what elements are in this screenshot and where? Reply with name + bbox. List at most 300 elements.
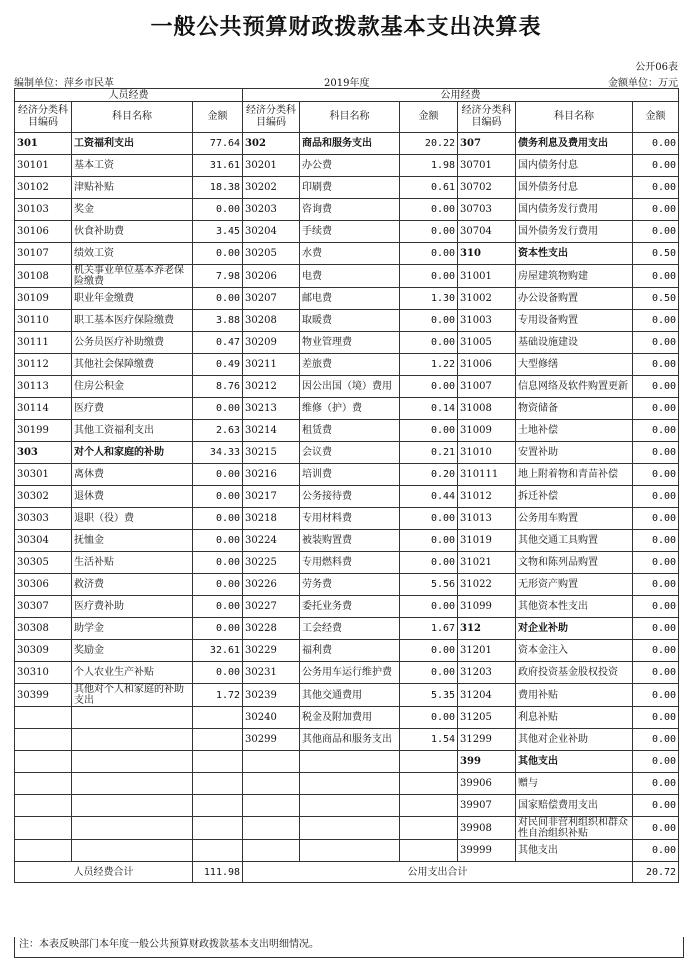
cell-name: 咨询费	[300, 199, 400, 221]
cell-code: 31001	[458, 265, 516, 288]
cell-name: 公务员医疗补助缴费	[72, 332, 193, 354]
table-row	[15, 376, 679, 398]
cell-name: 其他支出	[516, 840, 633, 862]
cell-name: 工会经费	[300, 618, 400, 640]
cell-code: 30704	[458, 221, 516, 243]
cell-amount	[400, 795, 458, 817]
cell-amount: 0.00	[633, 707, 679, 729]
cell-name: 公务接待费	[300, 486, 400, 508]
cell-code: 310111	[458, 464, 516, 486]
cell-name: 公务用车购置	[516, 508, 633, 530]
cell-amount: 3.45	[193, 221, 243, 243]
cell-code: 30308	[15, 618, 72, 640]
report-meta	[14, 74, 678, 88]
table-row	[15, 795, 679, 817]
cell-code: 301	[15, 133, 72, 155]
cell-code: 31013	[458, 508, 516, 530]
cell-name: 办公设备购置	[516, 288, 633, 310]
unit-label: 编制单位：萍乡市民革	[14, 78, 114, 89]
cell-name: 医疗费	[72, 398, 193, 420]
cell-name: 物业管理费	[300, 332, 400, 354]
table-row	[15, 332, 679, 354]
cell-amount: 1.22	[400, 354, 458, 376]
cell-amount: 0.50	[633, 288, 679, 310]
cell-amount: 0.00	[193, 486, 243, 508]
cell-amount: 0.49	[193, 354, 243, 376]
header-amount: 金额	[633, 102, 679, 133]
cell-amount: 0.47	[193, 332, 243, 354]
cell-amount: 0.00	[633, 684, 679, 707]
cell-name: 其他商品和服务支出	[300, 729, 400, 751]
cell-amount: 2.63	[193, 420, 243, 442]
page-title: 一般公共预算财政拨款基本支出决算表	[150, 14, 542, 40]
cell-name: 培训费	[300, 464, 400, 486]
cell-amount	[193, 840, 243, 862]
cell-name	[300, 795, 400, 817]
cell-code: 30109	[15, 288, 72, 310]
cell-name: 国内债务发行费用	[516, 199, 633, 221]
cell-name: 生活补贴	[72, 552, 193, 574]
cell-code: 30203	[243, 199, 300, 221]
cell-code: 31019	[458, 530, 516, 552]
cell-code: 310	[458, 243, 516, 265]
cell-amount: 0.00	[633, 773, 679, 795]
cell-code: 303	[15, 442, 72, 464]
cell-amount: 0.00	[400, 420, 458, 442]
cell-amount: 0.00	[193, 596, 243, 618]
cell-code: 30305	[15, 552, 72, 574]
cell-amount: 0.00	[633, 840, 679, 862]
cell-code: 30114	[15, 398, 72, 420]
cell-code: 31010	[458, 442, 516, 464]
table-row	[15, 773, 679, 795]
cell-amount: 0.00	[633, 464, 679, 486]
cell-name: 安置补助	[516, 442, 633, 464]
cell-code: 39908	[458, 817, 516, 840]
table-row	[15, 310, 679, 332]
cell-code: 30213	[243, 398, 300, 420]
cell-name: 伙食补助费	[72, 221, 193, 243]
cell-name: 奖金	[72, 199, 193, 221]
cell-name: 公务用车运行维护费	[300, 662, 400, 684]
cell-code	[15, 817, 72, 840]
header-amount: 金额	[400, 102, 458, 133]
cell-amount: 0.00	[400, 640, 458, 662]
cell-name: 专用材料费	[300, 508, 400, 530]
cell-amount	[193, 707, 243, 729]
group-personnel: 人员经费	[15, 89, 243, 102]
cell-amount: 7.98	[193, 265, 243, 288]
cell-code: 30224	[243, 530, 300, 552]
header-code: 经济分类科目编码	[458, 102, 516, 133]
cell-amount: 0.00	[400, 332, 458, 354]
cell-amount: 0.00	[400, 596, 458, 618]
cell-code: 31003	[458, 310, 516, 332]
cell-code	[15, 707, 72, 729]
cell-name	[72, 707, 193, 729]
cell-amount: 0.00	[400, 199, 458, 221]
cell-name: 其他工资福利支出	[72, 420, 193, 442]
cell-amount: 32.61	[193, 640, 243, 662]
table-row	[15, 243, 679, 265]
cell-code: 30218	[243, 508, 300, 530]
cell-name: 抚恤金	[72, 530, 193, 552]
cell-name: 其他资本性支出	[516, 596, 633, 618]
cell-amount: 0.00	[400, 310, 458, 332]
cell-name	[300, 773, 400, 795]
cell-name: 退职（役）费	[72, 508, 193, 530]
table-row	[15, 618, 679, 640]
cell-amount: 1.72	[193, 684, 243, 707]
cell-code: 30303	[15, 508, 72, 530]
cell-code: 30201	[243, 155, 300, 177]
cell-code: 30227	[243, 596, 300, 618]
amount-unit: 金额单位：万元	[608, 78, 678, 89]
report-year: 2019年度	[324, 78, 370, 89]
cell-code: 30307	[15, 596, 72, 618]
cell-amount	[193, 751, 243, 773]
cell-amount: 0.00	[193, 398, 243, 420]
cell-name: 因公出国（境）费用	[300, 376, 400, 398]
cell-amount: 0.00	[400, 707, 458, 729]
cell-name: 助学金	[72, 618, 193, 640]
cell-amount: 0.00	[193, 288, 243, 310]
table-row	[15, 398, 679, 420]
cell-code	[15, 795, 72, 817]
cell-name: 水费	[300, 243, 400, 265]
cell-code: 30225	[243, 552, 300, 574]
cell-code: 30206	[243, 265, 300, 288]
cell-amount: 0.00	[193, 574, 243, 596]
table-row	[15, 464, 679, 486]
cell-name: 电费	[300, 265, 400, 288]
cell-code	[243, 795, 300, 817]
cell-amount: 0.00	[193, 508, 243, 530]
cell-code: 39999	[458, 840, 516, 862]
cell-amount: 0.00	[633, 795, 679, 817]
cell-amount: 0.00	[193, 199, 243, 221]
cell-name: 税金及附加费用	[300, 707, 400, 729]
cell-name: 委托业务费	[300, 596, 400, 618]
cell-amount: 1.54	[400, 729, 458, 751]
cell-code: 307	[458, 133, 516, 155]
cell-name	[72, 840, 193, 862]
cell-name: 国内债务付息	[516, 155, 633, 177]
public-total-label: 公用支出合计	[243, 862, 633, 883]
cell-code	[243, 840, 300, 862]
personnel-total-label: 人员经费合计	[15, 862, 193, 883]
cell-name	[300, 751, 400, 773]
cell-code: 30207	[243, 288, 300, 310]
cell-amount: 0.00	[400, 662, 458, 684]
cell-name	[72, 795, 193, 817]
cell-amount	[193, 773, 243, 795]
cell-amount: 0.00	[400, 530, 458, 552]
cell-name: 商品和服务支出	[300, 133, 400, 155]
cell-code: 30202	[243, 177, 300, 199]
header-code: 经济分类科目编码	[243, 102, 300, 133]
table-row	[15, 177, 679, 199]
cell-amount: 0.44	[400, 486, 458, 508]
cell-name	[300, 840, 400, 862]
table-row	[15, 420, 679, 442]
cell-amount: 0.00	[193, 552, 243, 574]
cell-name: 办公费	[300, 155, 400, 177]
cell-amount: 0.00	[633, 398, 679, 420]
cell-amount: 0.00	[633, 177, 679, 199]
header-name: 科目名称	[300, 102, 400, 133]
cell-code: 30703	[458, 199, 516, 221]
cell-code: 30231	[243, 662, 300, 684]
cell-amount: 34.33	[193, 442, 243, 464]
cell-code: 30211	[243, 354, 300, 376]
cell-code: 30301	[15, 464, 72, 486]
cell-amount: 8.76	[193, 376, 243, 398]
cell-name: 工资福利支出	[72, 133, 193, 155]
cell-name: 退休费	[72, 486, 193, 508]
cell-code: 30106	[15, 221, 72, 243]
cell-amount: 0.14	[400, 398, 458, 420]
cell-name: 救济费	[72, 574, 193, 596]
cell-code: 31204	[458, 684, 516, 707]
expenditure-table	[14, 88, 679, 883]
cell-code: 30226	[243, 574, 300, 596]
cell-code: 30309	[15, 640, 72, 662]
footnote: 注：本表反映部门本年度一般公共预算财政拨款基本支出明细情况。	[14, 937, 684, 958]
cell-name: 劳务费	[300, 574, 400, 596]
group-header-row	[15, 89, 679, 102]
cell-code: 31002	[458, 288, 516, 310]
cell-code: 30214	[243, 420, 300, 442]
cell-amount: 0.00	[400, 552, 458, 574]
cell-name	[72, 773, 193, 795]
header-code: 经济分类科目编码	[15, 102, 72, 133]
cell-code: 30702	[458, 177, 516, 199]
table-row	[15, 552, 679, 574]
cell-amount: 0.00	[633, 751, 679, 773]
cell-code: 31022	[458, 574, 516, 596]
table-row	[15, 221, 679, 243]
table-row	[15, 530, 679, 552]
cell-code: 39907	[458, 795, 516, 817]
table-row	[15, 155, 679, 177]
cell-name: 医疗费补助	[72, 596, 193, 618]
table-row	[15, 265, 679, 288]
cell-name: 个人农业生产补贴	[72, 662, 193, 684]
cell-name: 离休费	[72, 464, 193, 486]
cell-name: 福利费	[300, 640, 400, 662]
cell-code: 31012	[458, 486, 516, 508]
public-total-amount: 20.72	[633, 862, 679, 883]
cell-code: 30208	[243, 310, 300, 332]
table-row	[15, 288, 679, 310]
cell-name: 维修（护）费	[300, 398, 400, 420]
cell-name: 无形资产购置	[516, 574, 633, 596]
cell-name: 拆迁补偿	[516, 486, 633, 508]
column-header-row	[15, 102, 679, 133]
cell-name: 对民间非营利组织和群众性自治组织补贴	[516, 817, 633, 840]
cell-code: 30217	[243, 486, 300, 508]
table-row	[15, 751, 679, 773]
personnel-total-amount: 111.98	[193, 862, 243, 883]
header-amount: 金额	[193, 102, 243, 133]
cell-name: 土地补偿	[516, 420, 633, 442]
cell-amount: 0.50	[633, 243, 679, 265]
cell-amount: 1.67	[400, 618, 458, 640]
cell-amount	[400, 817, 458, 840]
cell-name: 国外债务付息	[516, 177, 633, 199]
cell-name: 政府投资基金股权投资	[516, 662, 633, 684]
cell-name: 对企业补助	[516, 618, 633, 640]
form-code: 公开06表	[635, 62, 678, 73]
cell-name: 其他交通工具购置	[516, 530, 633, 552]
cell-amount: 3.88	[193, 310, 243, 332]
cell-amount: 0.00	[193, 662, 243, 684]
cell-code: 30228	[243, 618, 300, 640]
cell-amount: 0.00	[400, 265, 458, 288]
cell-name	[72, 817, 193, 840]
cell-amount: 0.00	[193, 618, 243, 640]
cell-name: 资本性支出	[516, 243, 633, 265]
cell-amount: 5.35	[400, 684, 458, 707]
table-row	[15, 729, 679, 751]
cell-code	[15, 729, 72, 751]
table-row	[15, 486, 679, 508]
cell-name: 房屋建筑物购建	[516, 265, 633, 288]
cell-name: 租赁费	[300, 420, 400, 442]
cell-code: 31005	[458, 332, 516, 354]
cell-amount: 0.00	[400, 508, 458, 530]
cell-name: 文物和陈列品购置	[516, 552, 633, 574]
cell-amount: 77.64	[193, 133, 243, 155]
cell-code: 30199	[15, 420, 72, 442]
cell-amount: 0.00	[193, 464, 243, 486]
cell-code	[243, 751, 300, 773]
cell-amount: 0.00	[193, 530, 243, 552]
cell-code: 30215	[243, 442, 300, 464]
cell-amount: 0.00	[633, 662, 679, 684]
cell-code: 30111	[15, 332, 72, 354]
table-row	[15, 354, 679, 376]
cell-amount: 0.00	[633, 155, 679, 177]
cell-amount: 1.30	[400, 288, 458, 310]
totals-row	[15, 862, 679, 883]
cell-name: 专用设备购置	[516, 310, 633, 332]
cell-name: 住房公积金	[72, 376, 193, 398]
cell-amount: 0.00	[633, 508, 679, 530]
cell-amount: 0.00	[633, 199, 679, 221]
cell-name: 物资储备	[516, 398, 633, 420]
cell-amount: 1.98	[400, 155, 458, 177]
cell-name: 会议费	[300, 442, 400, 464]
cell-code: 312	[458, 618, 516, 640]
cell-name: 印刷费	[300, 177, 400, 199]
cell-amount: 0.00	[633, 221, 679, 243]
cell-amount: 0.00	[400, 243, 458, 265]
cell-name: 基本工资	[72, 155, 193, 177]
cell-amount: 5.56	[400, 574, 458, 596]
cell-code: 399	[458, 751, 516, 773]
cell-code: 30304	[15, 530, 72, 552]
cell-name: 差旅费	[300, 354, 400, 376]
cell-code: 31021	[458, 552, 516, 574]
cell-code: 30306	[15, 574, 72, 596]
cell-name: 绩效工资	[72, 243, 193, 265]
cell-amount	[400, 773, 458, 795]
header-name: 科目名称	[72, 102, 193, 133]
cell-amount: 31.61	[193, 155, 243, 177]
cell-code: 30229	[243, 640, 300, 662]
cell-code	[243, 817, 300, 840]
cell-name: 手续费	[300, 221, 400, 243]
cell-name: 大型修缮	[516, 354, 633, 376]
cell-code: 30108	[15, 265, 72, 288]
cell-amount	[193, 729, 243, 751]
cell-name: 债务利息及费用支出	[516, 133, 633, 155]
cell-code	[15, 840, 72, 862]
cell-amount: 0.00	[633, 442, 679, 464]
cell-code: 30299	[243, 729, 300, 751]
cell-amount	[193, 817, 243, 840]
cell-code: 30216	[243, 464, 300, 486]
cell-amount: 0.00	[633, 640, 679, 662]
cell-amount: 0.00	[633, 310, 679, 332]
cell-code: 30103	[15, 199, 72, 221]
cell-code: 30101	[15, 155, 72, 177]
cell-code: 31008	[458, 398, 516, 420]
cell-name: 国外债务发行费用	[516, 221, 633, 243]
cell-name: 邮电费	[300, 288, 400, 310]
cell-code: 30110	[15, 310, 72, 332]
cell-amount: 0.00	[633, 265, 679, 288]
cell-name: 利息补贴	[516, 707, 633, 729]
cell-code: 30399	[15, 684, 72, 707]
cell-name: 机关事业单位基本养老保险缴费	[72, 265, 193, 288]
cell-code	[243, 773, 300, 795]
cell-amount: 0.00	[633, 376, 679, 398]
cell-name: 其他交通费用	[300, 684, 400, 707]
cell-amount: 0.00	[633, 596, 679, 618]
cell-code: 30209	[243, 332, 300, 354]
cell-amount: 0.00	[633, 729, 679, 751]
cell-code: 31009	[458, 420, 516, 442]
cell-code: 30102	[15, 177, 72, 199]
cell-code: 30240	[243, 707, 300, 729]
cell-amount: 0.21	[400, 442, 458, 464]
table-row	[15, 640, 679, 662]
cell-code: 302	[243, 133, 300, 155]
cell-amount: 0.00	[633, 574, 679, 596]
cell-name: 职工基本医疗保险缴费	[72, 310, 193, 332]
cell-amount: 0.00	[633, 133, 679, 155]
cell-code: 30113	[15, 376, 72, 398]
header-name: 科目名称	[516, 102, 633, 133]
cell-name: 地上附着物和青苗补偿	[516, 464, 633, 486]
cell-code: 31006	[458, 354, 516, 376]
cell-name: 其他社会保障缴费	[72, 354, 193, 376]
cell-amount: 0.00	[193, 243, 243, 265]
cell-amount	[400, 751, 458, 773]
cell-amount: 0.00	[633, 618, 679, 640]
cell-amount: 0.00	[633, 332, 679, 354]
cell-amount: 0.00	[633, 420, 679, 442]
cell-name: 职业年金缴费	[72, 288, 193, 310]
cell-name: 费用补贴	[516, 684, 633, 707]
cell-name: 基础设施建设	[516, 332, 633, 354]
table-row	[15, 684, 679, 707]
cell-code: 31201	[458, 640, 516, 662]
cell-code: 31299	[458, 729, 516, 751]
